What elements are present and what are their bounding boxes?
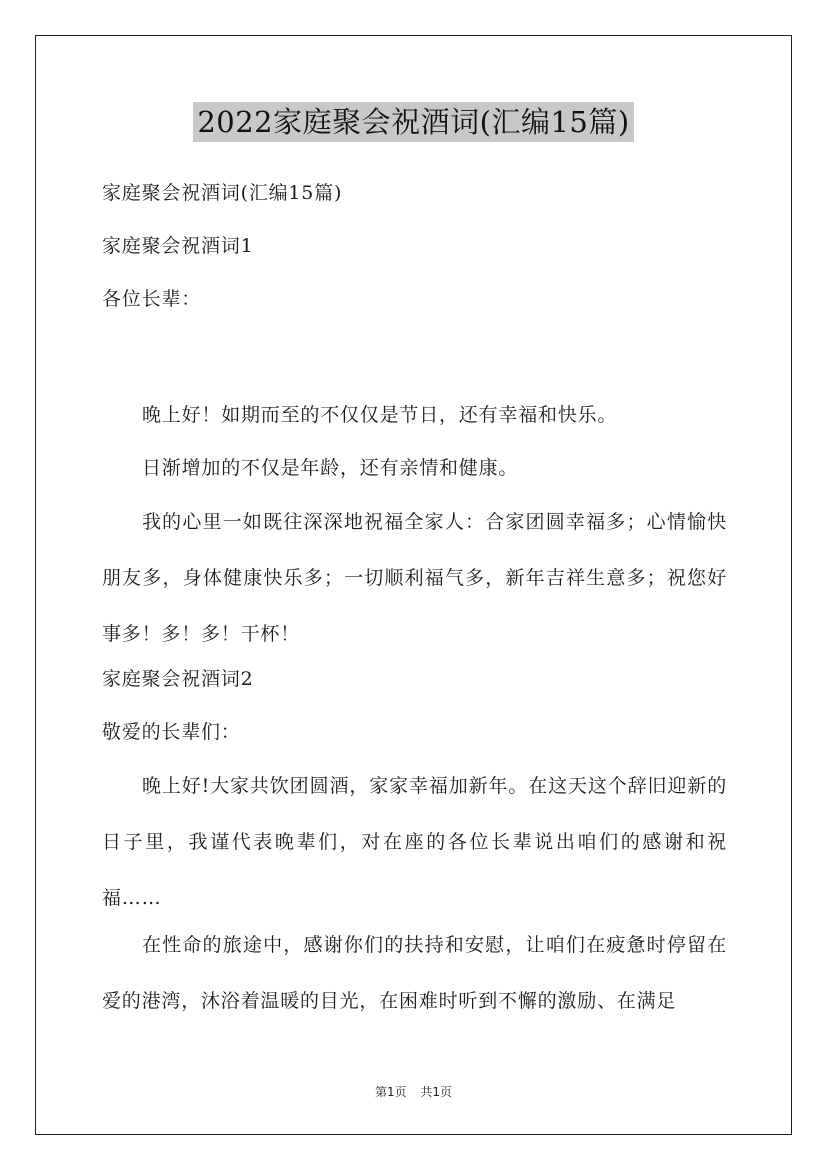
paragraph-life-journey: 在性命的旅途中，感谢你们的扶持和安慰，让咱们在疲惫时停留在爱的港湾，沐浴着温暖的目光，在困难时听到不懈的激励、在满足 bbox=[102, 934, 727, 1012]
paragraph-age: 日渐增加的不仅是年龄，还有亲情和健康。 bbox=[142, 457, 519, 479]
blank-gap bbox=[102, 334, 727, 397]
salutation-2: 敬爱的长辈们： bbox=[102, 721, 241, 743]
page-number-total: 共1页 bbox=[420, 1085, 453, 1099]
paragraph-blessing: 我的心里一如既往深深地祝福全家人：合家团圆幸福多；心情愉快朋友多，身体健康快乐多；一切顺利福气多，新年吉祥生意多；祝您好事多！多！多！干杯！ bbox=[102, 511, 727, 645]
document-body bbox=[102, 175, 727, 1028]
paragraph-greeting-2: 晚上好!大家共饮团圆酒，家家幸福加新年。在这天这个辞旧迎新的日子里，我谨代表晚辈们，对在座的各位长辈说出咱们的感谢和祝福…… bbox=[102, 775, 727, 909]
subtitle-line: 家庭聚会祝酒词(汇编15篇) bbox=[102, 182, 343, 204]
page-footer bbox=[0, 1083, 827, 1100]
document-title: 2022家庭聚会祝酒词(汇编15篇) bbox=[193, 102, 633, 142]
section-heading-2: 家庭聚会祝酒词2 bbox=[102, 668, 254, 690]
page-number-current: 第1页 bbox=[374, 1085, 407, 1099]
title-container bbox=[0, 102, 827, 142]
salutation-1: 各位长辈： bbox=[102, 288, 202, 310]
section-heading-1: 家庭聚会祝酒词1 bbox=[102, 235, 254, 257]
paragraph-greeting-1: 晚上好！如期而至的不仅仅是节日，还有幸福和快乐。 bbox=[142, 404, 618, 426]
